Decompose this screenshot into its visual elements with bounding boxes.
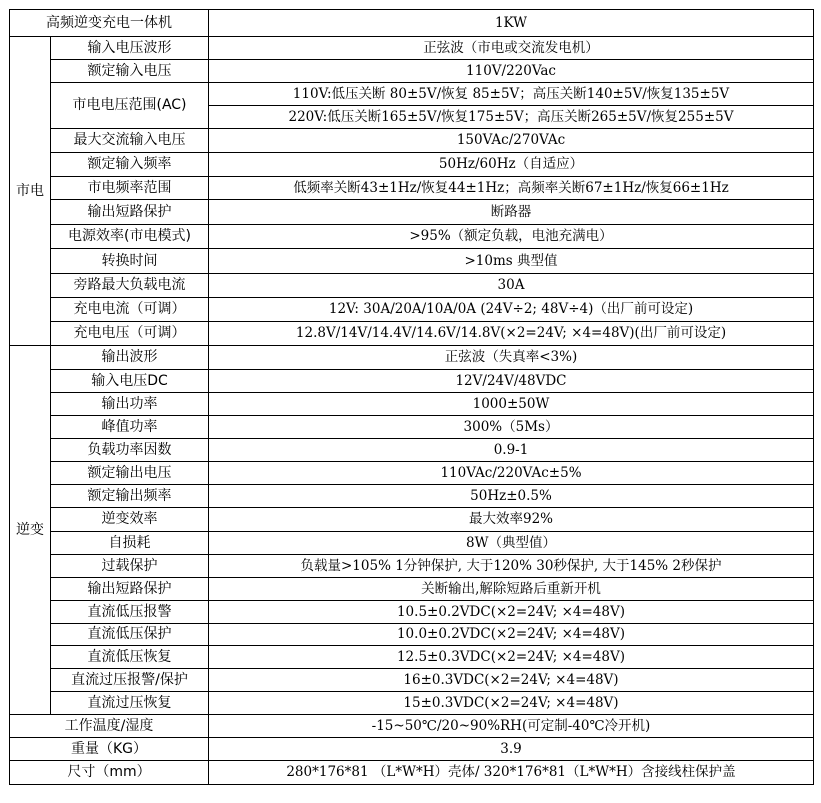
table-row [10,177,814,200]
table-row [10,485,814,508]
spec-value: 低频率关断43±1Hz/恢复44±1Hz；高频率关断67±1Hz/恢复66±1Hz [209,177,814,200]
spec-value: 300%（5Ms） [209,416,814,439]
spec-value: 12.5±0.3VDC(×2=24V; ×4=48V) [209,646,814,669]
spec-label: 输出短路保护 [51,578,209,601]
spec-value: 12V/24V/48VDC [209,370,814,393]
spec-label: 直流低压报警 [51,601,209,624]
spec-value: 280*176*81 （L*W*H）壳体/ 320*176*81（L*W*H）含接线柱保护盖 [209,761,814,785]
spec-label: 最大交流输入电压 [51,129,209,153]
spec-label: 工作温度/湿度 [10,715,209,738]
table-row [10,555,814,578]
spec-label: 充电电压（可调） [51,322,209,346]
spec-label: 电源效率(市电模式) [51,225,209,249]
spec-value: 正弦波（市电或交流发电机） [209,37,814,60]
spec-label: 旁路最大负载电流 [51,274,209,298]
spec-label: 逆变效率 [51,508,209,532]
spec-table-body [10,10,814,785]
table-row [10,624,814,646]
spec-value: 50Hz/60Hz（自适应） [209,153,814,177]
spec-label: 直流过压报警/保护 [51,669,209,692]
table-row [10,249,814,274]
spec-value: 断路器 [209,200,814,225]
spec-value: 10.5±0.2VDC(×2=24V; ×4=48V) [209,601,814,624]
spec-label: 转换时间 [51,249,209,274]
spec-label: 额定输入电压 [51,60,209,83]
table-row [10,462,814,485]
spec-value: 16±0.3VDC(×2=24V; ×4=48V) [209,669,814,692]
table-row [10,225,814,249]
spec-label: 输入电压DC [51,370,209,393]
spec-label: 额定输出电压 [51,462,209,485]
table-row [10,393,814,416]
spec-value: >95%（额定负载，电池充满电） [209,225,814,249]
table-row [10,646,814,669]
table-row [10,761,814,785]
spec-label: 额定输出频率 [51,485,209,508]
spec-label: 自损耗 [51,532,209,555]
spec-value: 150VAc/270VAc [209,129,814,153]
table-row [10,322,814,346]
spec-label: 尺寸（mm） [10,761,209,785]
inverter-group-label: 逆变 [10,346,51,715]
spec-value: 1000±50W [209,393,814,416]
spec-value: 0.9-1 [209,439,814,462]
spec-value: 正弦波（失真率<3%) [209,346,814,370]
table-row [10,601,814,624]
spec-value: -15~50℃/20~90%RH(可定制-40℃冷开机) [209,715,814,738]
spec-label: 峰值功率 [51,416,209,439]
spec-value: 3.9 [209,738,814,761]
table-row [10,60,814,83]
spec-value: 12V: 30A/20A/10A/0A (24V÷2; 48V÷4)（出厂前可设定) [209,298,814,322]
spec-value: 50Hz±0.5% [209,485,814,508]
spec-value: 30A [209,274,814,298]
spec-value: 关断输出,解除短路后重新开机 [209,578,814,601]
spec-value: 110V:低压关断 80±5V/恢复 85±5V；高压关断140±5V/恢复135±5V [209,83,814,106]
table-row [10,153,814,177]
spec-label: 输出短路保护 [51,200,209,225]
spec-value: 8W（典型值） [209,532,814,555]
spec-value: 负载量>105% 1分钟保护, 大于120% 30秒保护, 大于145% 2秒保护 [209,555,814,578]
spec-label: 输出波形 [51,346,209,370]
spec-label: 重量（KG） [10,738,209,761]
spec-value: >10ms 典型值 [209,249,814,274]
table-row [10,346,814,370]
spec-value: 110V/220Vac [209,60,814,83]
product-value: 1KW [209,10,814,37]
table-row [10,416,814,439]
product-label: 高频逆变充电一体机 [10,10,209,37]
table-row [10,298,814,322]
spec-value: 220V:低压关断165±5V/恢复175±5V；高压关断265±5V/恢复255±5V [209,106,814,129]
table-row [10,10,814,37]
table-row [10,274,814,298]
spec-label: 充电电流（可调） [51,298,209,322]
spec-value: 最大效率92% [209,508,814,532]
spec-label: 额定输入频率 [51,153,209,177]
table-row [10,129,814,153]
spec-label: 直流低压恢复 [51,646,209,669]
table-row [10,439,814,462]
table-row [10,508,814,532]
mains-group-label: 市电 [10,37,51,346]
table-row [10,37,814,60]
spec-label: 输入电压波形 [51,37,209,60]
spec-label: 输出功率 [51,393,209,416]
table-row [10,669,814,692]
table-row [10,738,814,761]
table-row [10,715,814,738]
table-row [10,578,814,601]
spec-label: 直流过压恢复 [51,692,209,715]
spec-value: 12.8V/14V/14.4V/14.6V/14.8V(×2=24V; ×4=48V)(出厂前可设定) [209,322,814,346]
spec-value: 10.0±0.2VDC(×2=24V; ×4=48V) [209,624,814,646]
spec-label: 过载保护 [51,555,209,578]
spec-label: 市电电压范围(AC) [51,83,209,129]
table-row [10,692,814,715]
table-row [10,370,814,393]
table-row [10,200,814,225]
spec-label: 负载功率因数 [51,439,209,462]
spec-label: 直流低压保护 [51,624,209,646]
spec-value: 110VAc/220VAc±5% [209,462,814,485]
spec-table [9,9,814,785]
spec-label: 市电频率范围 [51,177,209,200]
table-row [10,532,814,555]
table-row [10,83,814,106]
spec-value: 15±0.3VDC(×2=24V; ×4=48V) [209,692,814,715]
